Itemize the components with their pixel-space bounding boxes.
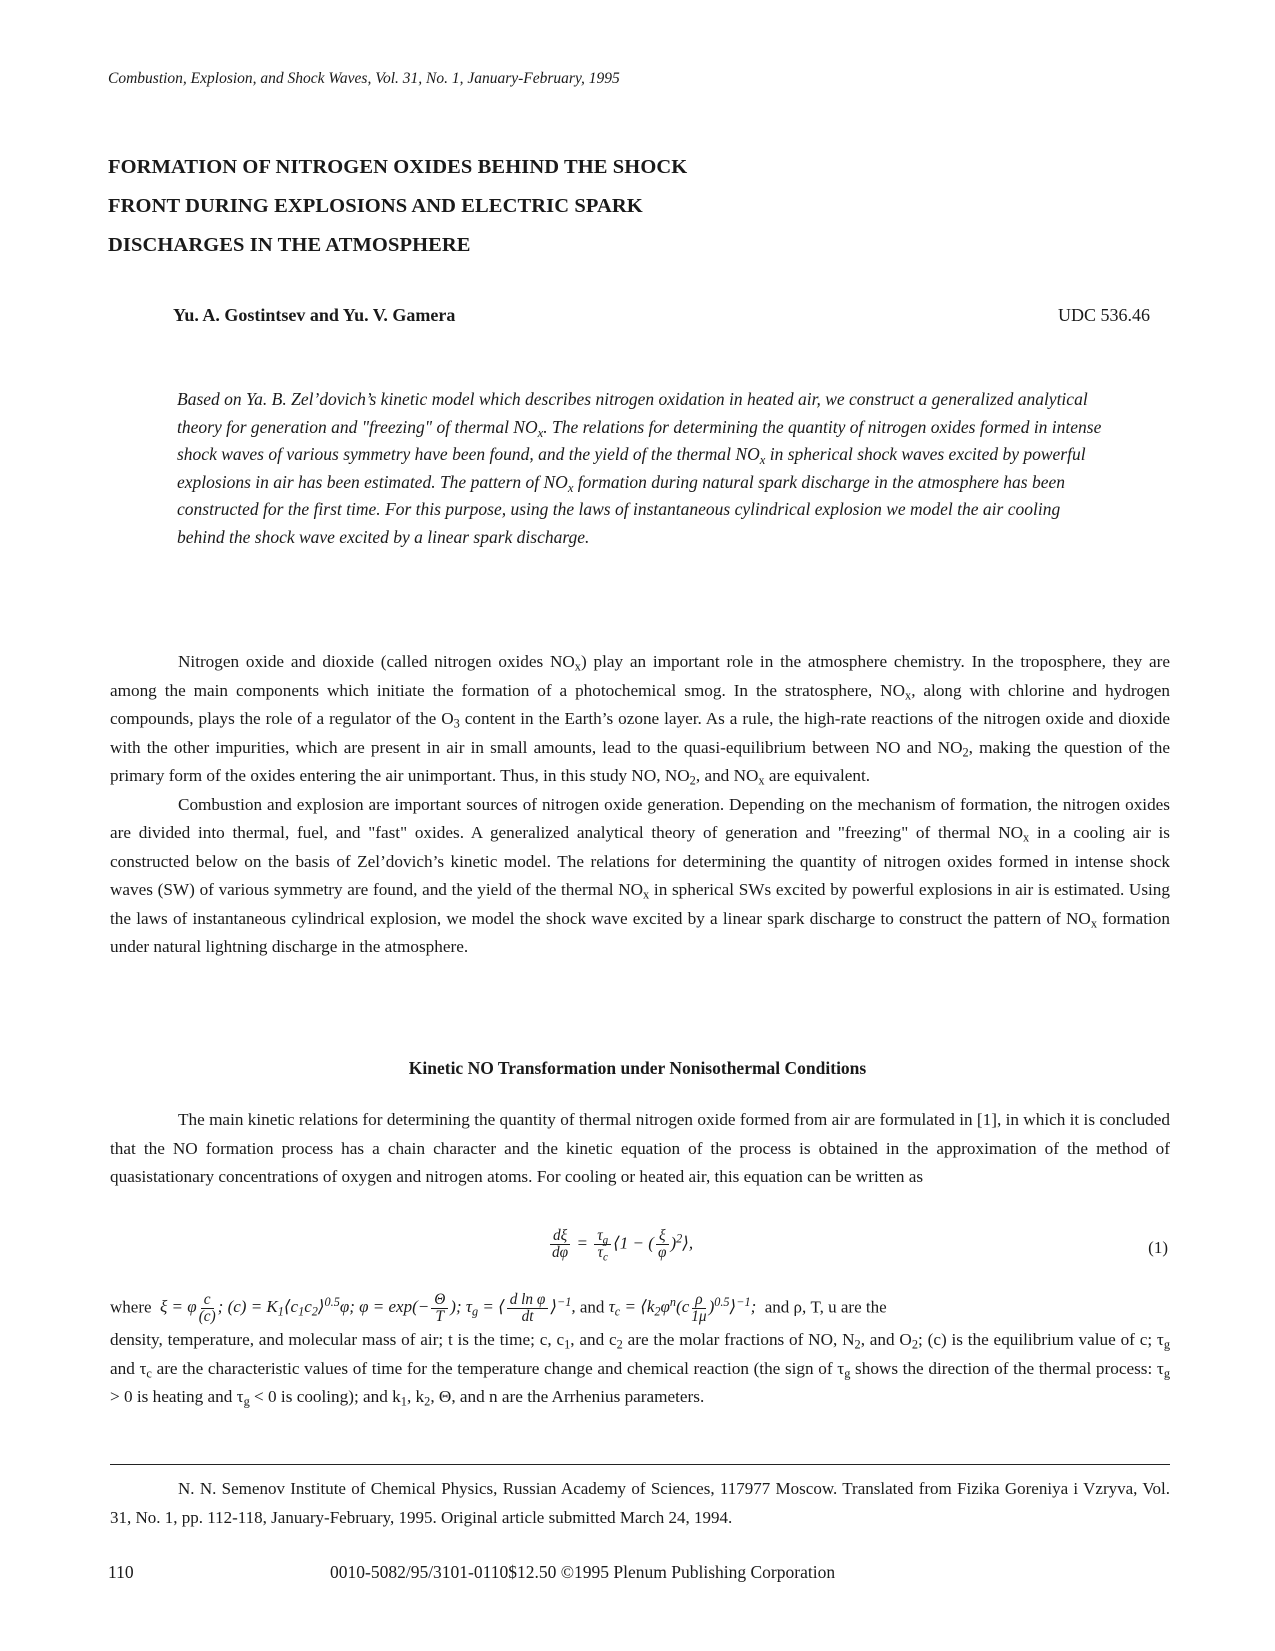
authors: Yu. A. Gostintsev and Yu. V. Gamera bbox=[173, 305, 456, 325]
journal-citation: Combustion, Explosion, and Shock Waves, Vol. 31, No. 1, January-February, 1995 bbox=[108, 70, 620, 87]
paragraph: The main kinetic relations for determining the quantity of thermal nitrogen oxide formed from air are formulated in [1], in which it is concluded that the NO formation process has a chain character and the kinetic equation of the process is obtained in the approximation of the method of quasistationary concentrations of oxygen and nitrogen atoms. For cooling or heated air, this equation can be written as bbox=[110, 1110, 1170, 1186]
copyright-line: 0010-5082/95/3101-0110$12.50 ©1995 Plenum Publishing Corporation bbox=[330, 1562, 836, 1582]
text-run: , and NO bbox=[695, 766, 759, 785]
text-run: Nitrogen oxide and dioxide (called nitrogen oxides NO bbox=[178, 652, 575, 671]
text-run: , k bbox=[406, 1387, 425, 1406]
equation-expression: $\frac{d\xi}{d\varphi}$ = $\frac{\tau_g}{\tau_c}$ ⟨1 − ( $\frac{\xi}{\varphi}$ )$^2$⟩, bbox=[548, 1228, 693, 1261]
text-run: and ρ, T, u are the bbox=[764, 1297, 887, 1317]
abstract: Based on Ya. B. Zel’dovich’s kinetic model which describes nitrogen oxidation in heated air, we construct a generalized analytical theory for generation and "freezing" of thermal $NO_x$. The relations for determining the quantity of nitrogen oxides formed in intense shock waves of various symmetry have been found, and the yield of the thermal $NO_x$ in spherical shock waves excited by powerful explosions in air has been estimated. The pattern of $NO_x$ formation during natural spark discharge in the atmosphere has been constructed for the first time. For this purpose, using the laws of instantaneous cylindrical explosion we model the air cooling behind the shock wave excited by a linear spark discharge. bbox=[177, 389, 1102, 547]
article-title bbox=[108, 148, 868, 265]
abstract-text: Based on Ya. B. Zel’dovich’s kinetic model which describes nitrogen oxidation in heated air, we construct a generalized analytical theory for generation and "freezing" of thermal NO bbox=[177, 389, 1088, 437]
section-body bbox=[110, 1106, 1170, 1192]
title-line: DISCHARGES IN THE ATMOSPHERE bbox=[108, 234, 471, 256]
text-run: , and O bbox=[860, 1330, 912, 1349]
text-run: formation under natural lightning discharge in the atmosphere. bbox=[110, 908, 1170, 956]
footnote-divider bbox=[110, 1464, 1170, 1465]
equation-number: (1) bbox=[1148, 1238, 1168, 1257]
text-run: , along with chlorine and hydrogen compounds, plays the role of a regulator of the O bbox=[110, 680, 1170, 728]
text-run: where bbox=[110, 1297, 152, 1317]
text-run: , Θ, and n are the Arrhenius parameters. bbox=[430, 1387, 705, 1406]
footnote: N. N. Semenov Institute of Chemical Physics, Russian Academy of Sciences, 117977 Moscow. Translated from Fizika Goreniya i Vzryva, Vol. 31, No. 1, pp. 112-118, January-February, 1995. Original article submitted March 24, 1994. bbox=[110, 1479, 1170, 1527]
abstract-text: . The relations for determining the quantity of nitrogen oxides formed in intense shock waves of various symmetry have been found, and the yield of the thermal NO bbox=[177, 416, 1102, 464]
abstract-text: in spherical shock waves excited by powerful explosions in air has been estimated. The pattern of NO bbox=[177, 444, 1086, 492]
text-run: content in the Earth’s ozone layer. As a rule, the high-rate reactions of the nitrogen oxide and dioxide with the other impurities, which are present in air in small amounts, lead to the quasi-equilibrium between NO and NO bbox=[110, 709, 1170, 757]
text-run: ) play an important role in the atmosphere chemistry. In the troposphere, they are among the main components which initiate the formation of a photochemical smog. In the stratosphere, NO bbox=[110, 652, 1170, 700]
text-run: and τ bbox=[110, 1358, 147, 1378]
text-run: are the molar fractions of NO, N bbox=[622, 1330, 855, 1349]
page-number: 110 bbox=[108, 1562, 134, 1582]
paragraph: Combustion and explosion are important sources of nitrogen oxide generation. Depending on the mechanism of formation, the nitrogen oxides are divided into thermal, fuel, and "fast" oxides. A generalized analytical theory of generation and "freezing" of thermal $NO_x$ in a cooling air is constructed below on the basis of Zel’dovich’s kinetic model. The relations for determining the quantity of nitrogen oxides formed in intense shock waves (SW) of various symmetry are found, and the yield of the thermal $NO_x$ in spherical SWs excited by powerful explosions in air is estimated. Using the laws of instantaneous cylindrical explosion, we model the shock wave excited by a linear spark discharge to construct the pattern of $NO_x$ formation under natural lightning discharge in the atmosphere. bbox=[110, 794, 1170, 956]
paragraph: density, temperature, and molecular mass of air; t is the time; c, $c_1$, and $c_2$ are the molar fractions of NO, $N_2$, and $O_2$; (c) is the equilibrium value of c; $\tau_g$ and $\tau_c$ are the characteristic values of time for the temperature change and chemical reaction (the sign of $\tau_g$ shows the direction of the thermal process: $\tau_g > 0$ is heating and $\tau_g < 0$ is cooling); and $k_1$, $k_2$, Θ, and n are the Arrhenius parameters. bbox=[110, 1330, 1171, 1409]
text-run: < 0 is cooling); and k bbox=[249, 1387, 401, 1406]
udc-code: UDC 536.46 bbox=[1058, 305, 1151, 325]
text-run: in a cooling air is constructed below on the basis of Zel’dovich’s kinetic model. The relations for determining the quantity of nitrogen oxides formed in intense shock waves (SW) of various symmetry are found, and the yield of the thermal NO bbox=[110, 823, 1170, 899]
title-line: FRONT DURING EXPLOSIONS AND ELECTRIC SPARK bbox=[108, 195, 643, 217]
text-run: and bbox=[579, 1297, 605, 1317]
text-run: , making the question of the primary form of the oxides entering the air unimportant. Thus, in this study NO, NO bbox=[110, 737, 1170, 785]
text-run: shows the direction of the thermal process: τ bbox=[850, 1358, 1164, 1378]
equation-1 bbox=[548, 1228, 1168, 1278]
text-run: , and c bbox=[570, 1330, 617, 1349]
section-heading: Kinetic NO Transformation under Nonisothermal Conditions bbox=[408, 1058, 867, 1078]
text-run: Combustion and explosion are important sources of nitrogen oxide generation. Depending on the mechanism of formation, the nitrogen oxides are divided into thermal, fuel, and "fast" oxides. A generalized analytical theory of generation and "freezing" of thermal NO bbox=[110, 794, 1170, 842]
title-line: FORMATION OF NITROGEN OXIDES BEHIND THE SHOCK bbox=[108, 156, 688, 178]
abstract-text: formation during natural spark discharge in the atmosphere has been constructed for the first time. For this purpose, using the laws of instantaneous cylindrical explosion we model the air cooling behind the shock wave excited by a linear spark discharge. bbox=[177, 471, 1065, 547]
text-run: are equivalent. bbox=[764, 766, 871, 785]
text-run: density, temperature, and molecular mass of air; t is the time; c, c bbox=[110, 1330, 565, 1349]
introduction bbox=[110, 648, 1170, 962]
text-run: > 0 is heating and τ bbox=[110, 1387, 244, 1406]
text-run: in spherical SWs excited by powerful explosions in air is estimated. Using the laws of instantaneous cylindrical explosion, we model the shock wave excited by a linear spark discharge to construct the pattern of NO bbox=[110, 880, 1170, 928]
section-body-continued bbox=[110, 1326, 1170, 1412]
paragraph: Nitrogen oxide and dioxide (called nitrogen oxides $NO_x$) play an important role in the atmosphere chemistry. In the troposphere, they are among the main components which initiate the formation of a photochemical smog. In the stratosphere, $NO_x$, along with chlorine and hydrogen compounds, plays the role of a regulator of the $O_3$ content in the Earth’s ozone layer. As a rule, the high-rate reactions of the nitrogen oxide and dioxide with the other impurities, which are present in air in small amounts, lead to the quasi-equilibrium between NO and $NO_2$, making the question of the primary form of the oxides entering the air unimportant. Thus, in this study NO, $NO_2$, and $NO_x$ are equivalent. bbox=[110, 652, 1170, 788]
equation-definitions: where ξ = φ $\frac{c}{(c)}$ ; $(c) = K_1⟨c_1c_2⟩^{0.5}\varphi$; φ = exp(− $\frac{\Theta}{T}$ ); $\tau_g$ = ⟨ $\frac{\text{d ln φ}}{dt}$ ⟩$^{-1}$, and $\tau_c$ = $⟨k_2\varphi^n(c$ $\frac{\rho}{1\mu}$ )$^{0.5}$⟩$^{-1}$; and ρ, T, u are the bbox=[110, 1291, 887, 1326]
text-run: are the characteristic values of time for the temperature change and chemical reaction (the sign of τ bbox=[151, 1358, 845, 1378]
text-run: ; (c) is the equilibrium value of c; τ bbox=[918, 1330, 1164, 1349]
